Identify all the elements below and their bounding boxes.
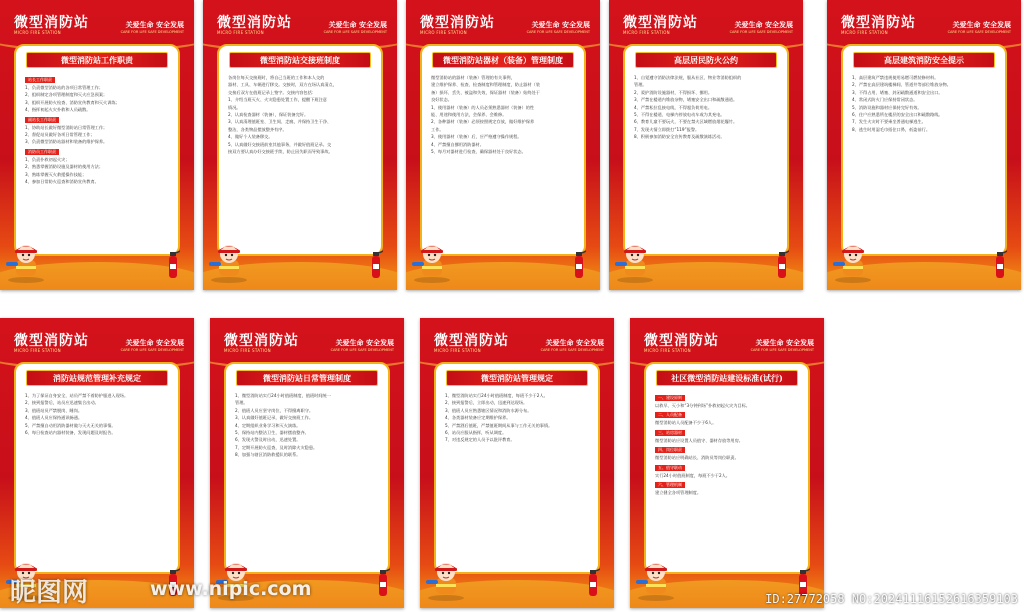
poster-board bbox=[0, 318, 194, 608]
text-line: 3、负责微型消防站器材和装备的维护保养。 bbox=[25, 139, 108, 145]
text-line: 1、微型消防站实行24小时值班制度，每班不少于2人。 bbox=[445, 393, 548, 398]
text-line: 管理。 bbox=[235, 400, 248, 406]
text-line: 6、发现火警及时出动，迅速处置。 bbox=[235, 437, 301, 443]
firefighter-mascot-icon bbox=[410, 240, 454, 284]
text-line: 5、保持站内整洁卫生，器材摆放整齐。 bbox=[235, 430, 309, 436]
content-panel bbox=[623, 44, 789, 256]
board-slogan-en: CARE FOR LIFE SAFE DEVELOPMENT bbox=[540, 348, 604, 352]
board-logo-en: MICRO FIRE STATION bbox=[14, 30, 61, 35]
text-line: 备）损坏、丢失、被盗和失效，保证器材（装备）始终处于 bbox=[431, 89, 540, 95]
text-line: 3、不得占用、堵塞、封闭疏散通道和安全出口。 bbox=[852, 89, 943, 95]
text-line: 3、组织开展防火检查、消防宣传教育和灭火训练； bbox=[25, 99, 120, 105]
board-title: 消防站规范管理补充规定 bbox=[26, 370, 168, 386]
text-line: 微型消防站人员配备不少于6人。 bbox=[655, 420, 717, 426]
text-line: 4、常闭式防火门应保持常闭状态。 bbox=[852, 97, 918, 103]
board-body bbox=[226, 390, 388, 461]
text-line: 器材、工具、车辆进行移交。交接时，双方在场认真清点， bbox=[228, 82, 337, 88]
text-line: 能、用途和使用方法，会保养、会维修。 bbox=[431, 112, 507, 118]
board-logo-en: MICRO FIRE STATION bbox=[841, 30, 888, 35]
board-logo-en: MICRO FIRE STATION bbox=[224, 348, 271, 353]
section-heading: 副站长工作职责 bbox=[25, 117, 59, 123]
board-header bbox=[0, 0, 194, 44]
text-line: 5、严禁酒后值班，严禁值班期间从事与工作无关的事情。 bbox=[445, 422, 553, 428]
text-line: 3、熟练掌握灭火救援操作技能； bbox=[25, 171, 87, 177]
board-slogan: 关爱生命 安全发展 bbox=[125, 21, 184, 29]
board-title: 微型消防站管理规定 bbox=[446, 370, 588, 386]
text-line: 1、介绍当班灭火、火灾隐患处置工作，提醒下班注意 bbox=[228, 97, 327, 103]
text-line: 1、高层建筑严禁违规使用易燃可燃装修材料。 bbox=[852, 75, 939, 80]
text-line: 7、发现火情立即拨打“119”报警。 bbox=[634, 126, 700, 132]
text-line: 4、做好个人装备移交。 bbox=[228, 134, 273, 140]
fire-extinguisher-icon bbox=[572, 248, 586, 280]
text-line: 3、值班站员严禁脱岗、睡岗。 bbox=[25, 407, 83, 413]
board-logo-en: MICRO FIRE STATION bbox=[434, 348, 481, 353]
board-header bbox=[630, 318, 824, 362]
board-slogan: 关爱生命 安全发展 bbox=[125, 339, 184, 347]
section-heading: 站长工作职责 bbox=[25, 77, 55, 83]
text-line: 微型消防站应设置人员值守、器材存放等用房。 bbox=[655, 437, 743, 443]
text-line: 7、对违反规定的人员予以批评教育。 bbox=[445, 437, 515, 443]
content-panel bbox=[434, 362, 600, 574]
text-line: 实行24小时值班制度，每班不少于2人。 bbox=[655, 472, 730, 478]
board-slogan: 关爱生命 安全发展 bbox=[734, 21, 793, 29]
board-title: 社区微型消防站建设标准(试行) bbox=[656, 370, 798, 386]
text-line: 微型消防站应明确站长、消防员等岗位职责。 bbox=[655, 455, 739, 461]
content-panel bbox=[217, 44, 383, 256]
text-line: 6、站员应服从指挥，听从调度。 bbox=[445, 430, 507, 436]
text-line: 建立维护保养、检查、检查制度和管理制度，防止器材（装 bbox=[431, 82, 540, 88]
board-header bbox=[420, 318, 614, 362]
text-line: 3、认真做好值班记录，做好交接班工作。 bbox=[235, 415, 314, 421]
text-line: 5、认真做好交接班前室其他事务，并做好值班记录。交 bbox=[228, 141, 332, 147]
board-header bbox=[210, 318, 404, 362]
board-slogan-en: CARE FOR LIFE SAFE DEVELOPMENT bbox=[947, 30, 1011, 34]
board-slogan: 关爱生命 安全发展 bbox=[952, 21, 1011, 29]
text-line: 3、使用器材（装备）后，应严格遵守操作规程。 bbox=[431, 134, 522, 140]
board-title: 微型消防站工作职责 bbox=[26, 52, 168, 68]
text-line: 各岗位每天交接班时，将自己当班的工作和本人交的 bbox=[228, 75, 325, 80]
text-line: 2、接到报警后，站员应迅速集合出动。 bbox=[25, 400, 99, 406]
text-line: 交接后双方在值班记录上签字。交接内容包括： bbox=[228, 89, 316, 95]
text-line: 5、严禁擅自动用消防器材做与灭火无关的事情。 bbox=[25, 422, 116, 428]
section-heading: 一、建设原则 bbox=[655, 395, 685, 401]
board-logo-text: 微型消防站 bbox=[224, 333, 299, 349]
content-panel bbox=[14, 362, 180, 574]
section-heading: 五、值守联动 bbox=[655, 465, 685, 471]
content-panel bbox=[841, 44, 1007, 256]
board-header bbox=[609, 0, 803, 44]
text-line: 以救早、灭小和“3分钟到场”扑救初起火灾为目标。 bbox=[655, 403, 750, 408]
watermark-site: www.nipic.com bbox=[150, 578, 312, 600]
section-heading: 六、管理机制 bbox=[655, 482, 685, 488]
text-line: 7、发生火灾时不要乘坐普通电梯逃生。 bbox=[852, 119, 926, 125]
text-line: 6、每日检查站内器材装备，发现问题及时报告。 bbox=[25, 430, 116, 436]
poster-board bbox=[0, 0, 194, 290]
text-line: 1、微型消防站实行24小时值班制度，值班时间统一 bbox=[235, 393, 331, 398]
board-body bbox=[436, 390, 598, 446]
text-line: 1、使用器材（装备）的人员必须熟悉器材（装备）的性 bbox=[431, 104, 535, 110]
text-line: 2、接到报警后，立即出动，迅速到达现场。 bbox=[445, 400, 528, 406]
board-body bbox=[219, 72, 381, 157]
fire-extinguisher-icon bbox=[775, 248, 789, 280]
board-header bbox=[827, 0, 1021, 44]
text-line: 微型消防站的器材（装备）管理的有关事例， bbox=[431, 75, 515, 80]
content-panel bbox=[14, 44, 180, 256]
text-line: 3、认真清理值班室、卫生间、走廊，并保持卫生干净、 bbox=[228, 119, 332, 125]
text-line: 3、严禁在楼道内堆放杂物，堵塞安全出口和疏散通道。 bbox=[634, 97, 738, 103]
text-line: 6、住户应熟悉所在楼层的安全出口和疏散路线。 bbox=[852, 112, 943, 118]
text-line: 4、指挥初起火灾扑救和人员疏散。 bbox=[25, 107, 91, 113]
watermark-id: ID:27772058 NO:20241116152616359103 bbox=[765, 592, 1018, 606]
board-body bbox=[625, 72, 787, 143]
text-line: 情况。 bbox=[228, 104, 241, 110]
firefighter-mascot-icon bbox=[613, 240, 657, 284]
board-header bbox=[0, 318, 194, 362]
board-slogan: 关爱生命 安全发展 bbox=[335, 339, 394, 347]
firefighter-mascot-icon bbox=[424, 558, 468, 602]
text-line: 8、积极参加消防安全宣传教育及疏散演练活动。 bbox=[634, 134, 725, 140]
fire-extinguisher-icon bbox=[993, 248, 1007, 280]
board-title: 高层建筑消防安全提示 bbox=[853, 52, 995, 68]
text-line: 1、自觉遵守消防法律法规，服从社区、物业等消防组织的 bbox=[634, 75, 742, 80]
text-line: 8、加强与辖区消防救援队的联系。 bbox=[235, 452, 301, 458]
text-line: 2、熟悉掌握消防设施及器材的使用方法； bbox=[25, 164, 104, 170]
poster-board bbox=[420, 318, 614, 608]
text-line: 工作。 bbox=[431, 126, 444, 132]
board-logo-text: 微型消防站 bbox=[14, 333, 89, 349]
board-logo-text: 微型消防站 bbox=[841, 15, 916, 31]
text-line: 1、为了保证自身安全，站员严禁不着防护服进入现场。 bbox=[25, 393, 129, 398]
firefighter-mascot-icon bbox=[634, 558, 678, 602]
fire-extinguisher-icon bbox=[369, 248, 383, 280]
text-line: 5、消防设施和器材应保持完好有效。 bbox=[852, 104, 922, 110]
fire-extinguisher-icon bbox=[586, 566, 600, 598]
board-title: 微型消防站交接班制度 bbox=[229, 52, 371, 68]
board-slogan: 关爱生命 安全发展 bbox=[545, 339, 604, 347]
text-line: 5、不得在楼道、电梯内停放电动车或为其充电。 bbox=[634, 112, 725, 118]
board-body bbox=[843, 72, 1005, 135]
section-heading: 二、人员配备 bbox=[655, 412, 685, 418]
text-line: 2、组织制定各项管理制度和灭火应急预案； bbox=[25, 92, 108, 98]
board-body bbox=[16, 72, 178, 187]
board-logo-text: 微型消防站 bbox=[644, 333, 719, 349]
text-line: 良好状态。 bbox=[431, 97, 452, 103]
text-line: 4、参加日常防火巡查和消防宣传教育。 bbox=[25, 179, 99, 185]
poster-board bbox=[406, 0, 600, 290]
fire-extinguisher-icon bbox=[166, 248, 180, 280]
text-line: 4、值班人员应保持通讯畅通。 bbox=[25, 415, 83, 421]
board-logo-en: MICRO FIRE STATION bbox=[623, 30, 670, 35]
board-header bbox=[203, 0, 397, 44]
text-line: 2、爱护消防设施器材，不得损坏、挪用。 bbox=[634, 89, 713, 95]
text-line: 4、严禁私拉乱接电线，不得超负荷用电。 bbox=[634, 104, 713, 110]
text-line: 2、督促站员做好各项日常管理工作； bbox=[25, 132, 95, 138]
board-logo-text: 微型消防站 bbox=[14, 15, 89, 31]
board-title: 微型消防站器材（装备）管理制度 bbox=[432, 52, 574, 68]
text-line: 接双方要认真办好交接班手续，防止因失职而导致事故。 bbox=[228, 149, 333, 155]
text-line: 4、各类器材装备应定期维护保养。 bbox=[445, 415, 511, 421]
text-line: 1、负责扑救初起火灾； bbox=[25, 156, 70, 162]
text-line: 管理。 bbox=[634, 82, 647, 88]
poster-board bbox=[630, 318, 824, 608]
poster-board bbox=[609, 0, 803, 290]
board-logo-en: MICRO FIRE STATION bbox=[217, 30, 264, 35]
content-panel bbox=[420, 44, 586, 256]
text-line: 建立健全各项管理制度。 bbox=[655, 490, 702, 496]
board-logo-en: MICRO FIRE STATION bbox=[420, 30, 467, 35]
text-line: 4、严禁擅自挪用消防器材。 bbox=[431, 141, 484, 147]
text-line: 3、值班人员应熟悉辖区情况和消防水源分布。 bbox=[445, 407, 532, 413]
board-logo-text: 微型消防站 bbox=[434, 333, 509, 349]
text-line: 2、严禁在高层建筑楼梯间、管道井等部位堆放杂物。 bbox=[852, 82, 951, 88]
board-logo-text: 微型消防站 bbox=[217, 15, 292, 31]
poster-board bbox=[210, 318, 404, 608]
fire-extinguisher-icon bbox=[376, 566, 390, 598]
board-title: 高层居民防火公约 bbox=[635, 52, 777, 68]
board-slogan-en: CARE FOR LIFE SAFE DEVELOPMENT bbox=[750, 348, 814, 352]
board-header bbox=[406, 0, 600, 44]
text-line: 2、认真检查器材（装备），保证装备完好。 bbox=[228, 112, 309, 118]
board-slogan-en: CARE FOR LIFE SAFE DEVELOPMENT bbox=[323, 30, 387, 34]
poster-board bbox=[203, 0, 397, 290]
board-slogan: 关爱生命 安全发展 bbox=[328, 21, 387, 29]
text-line: 4、定期组织业务学习和灭火演练。 bbox=[235, 422, 301, 428]
board-slogan-en: CARE FOR LIFE SAFE DEVELOPMENT bbox=[729, 30, 793, 34]
firefighter-mascot-icon bbox=[4, 240, 48, 284]
board-body bbox=[16, 390, 178, 438]
section-heading: 四、岗位职责 bbox=[655, 447, 685, 453]
board-body bbox=[646, 390, 808, 498]
firefighter-mascot-icon bbox=[207, 240, 251, 284]
text-line: 2、值班人员应坚守岗位，不得擅离职守。 bbox=[235, 407, 314, 413]
board-logo-text: 微型消防站 bbox=[623, 15, 698, 31]
text-line: 5、每月对器材进行检查，确保器材处于良好状态。 bbox=[431, 149, 526, 155]
text-line: 整洁，各类物品摆放整齐有序。 bbox=[228, 126, 287, 132]
board-title: 微型消防站日常管理制度 bbox=[236, 370, 378, 386]
text-line: 8、逃生时用湿毛巾捂住口鼻，低姿前行。 bbox=[852, 126, 931, 132]
board-slogan-en: CARE FOR LIFE SAFE DEVELOPMENT bbox=[330, 348, 394, 352]
board-logo-en: MICRO FIRE STATION bbox=[644, 348, 691, 353]
board-slogan: 关爱生命 安全发展 bbox=[531, 21, 590, 29]
text-line: 1、负责微型消防站的各项日常管理工作； bbox=[25, 85, 104, 90]
section-heading: 消防员工作职责 bbox=[25, 149, 59, 155]
content-panel bbox=[224, 362, 390, 574]
poster-board bbox=[827, 0, 1021, 290]
section-heading: 三、站房器材 bbox=[655, 430, 685, 436]
board-logo-text: 微型消防站 bbox=[420, 15, 495, 31]
board-slogan-en: CARE FOR LIFE SAFE DEVELOPMENT bbox=[120, 30, 184, 34]
text-line: 7、定期开展防火巡查，及时消除火灾隐患。 bbox=[235, 444, 318, 450]
text-line: 1、协助站长做好微型消防站日常管理工作； bbox=[25, 124, 108, 130]
content-panel bbox=[644, 362, 810, 574]
board-body bbox=[422, 72, 584, 157]
text-line: 6、教育儿童不要玩火，不要在禁火区域燃放烟花爆竹。 bbox=[634, 119, 738, 125]
board-logo-en: MICRO FIRE STATION bbox=[14, 348, 61, 353]
text-line: 2、各种器材（装备）必须按照规定存放，做好维护保养 bbox=[431, 119, 535, 125]
board-slogan: 关爱生命 安全发展 bbox=[755, 339, 814, 347]
watermark-logo: 昵图网 bbox=[10, 578, 89, 608]
board-slogan-en: CARE FOR LIFE SAFE DEVELOPMENT bbox=[120, 348, 184, 352]
board-slogan-en: CARE FOR LIFE SAFE DEVELOPMENT bbox=[526, 30, 590, 34]
firefighter-mascot-icon bbox=[831, 240, 875, 284]
